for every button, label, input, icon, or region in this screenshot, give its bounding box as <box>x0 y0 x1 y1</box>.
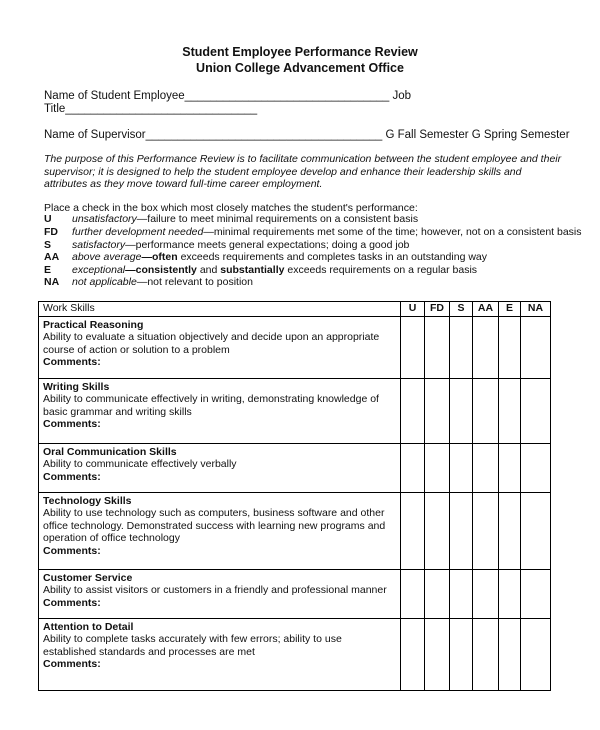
rating-checkbox-cell[interactable] <box>473 493 499 570</box>
rating-emphasis: substantially <box>220 264 285 276</box>
skill-cell <box>39 444 401 493</box>
form-subtitle: Union College Advancement Office <box>196 61 404 75</box>
rating-checkbox-cell[interactable] <box>450 444 473 493</box>
rating-legend-item <box>44 251 487 263</box>
skill-cell <box>39 317 401 379</box>
skill-description: Ability to evaluate a situation objectively and decide upon an appropriate course of action or solution to a problem <box>43 331 380 356</box>
rating-checkbox-cell[interactable] <box>450 317 473 379</box>
comments-label[interactable]: Comments: <box>43 470 101 483</box>
work-skills-header: Work Skills <box>39 302 401 317</box>
rating-emphasis: —consistently <box>125 264 197 276</box>
rating-code: E <box>44 264 52 276</box>
rating-column-header: E <box>499 302 521 317</box>
comments-label[interactable]: Comments: <box>43 418 101 431</box>
rating-checkbox-cell[interactable] <box>450 379 473 444</box>
rating-code: AA <box>44 251 60 263</box>
rating-checkbox-cell[interactable] <box>473 444 499 493</box>
student-name-field[interactable]: Name of Student Employee________________________________ Job <box>44 90 412 102</box>
rating-checkbox-cell[interactable] <box>401 570 425 619</box>
skill-name: Practical Reasoning <box>43 319 144 331</box>
rating-checkbox-cell[interactable] <box>499 619 521 691</box>
rating-checkbox-cell[interactable] <box>473 619 499 691</box>
rating-name: above average <box>72 251 142 263</box>
skill-cell <box>39 493 401 570</box>
rating-checkbox-cell[interactable] <box>401 317 425 379</box>
rating-checkbox-cell[interactable] <box>521 317 551 379</box>
rating-checkbox-cell[interactable] <box>425 379 450 444</box>
skill-cell <box>39 570 401 619</box>
work-skills-table <box>38 301 551 691</box>
comments-label[interactable]: Comments: <box>43 356 101 369</box>
rating-code: S <box>44 239 52 251</box>
supervisor-field[interactable]: Name of Supervisor_____________________________________ G Fall Semester G Spring Semester <box>44 129 570 141</box>
rating-description: —minimal requirements met some of the time; however, not on a consistent basis <box>203 226 582 238</box>
rating-checkbox-cell[interactable] <box>473 317 499 379</box>
table-row <box>39 493 551 570</box>
skill-cell <box>39 379 401 444</box>
rating-checkbox-cell[interactable] <box>473 379 499 444</box>
rating-checkbox-cell[interactable] <box>401 619 425 691</box>
skill-name: Customer Service <box>43 572 133 584</box>
rating-checkbox-cell[interactable] <box>499 570 521 619</box>
skill-name: Writing Skills <box>43 381 110 393</box>
table-row <box>39 444 551 493</box>
job-title-field[interactable]: Title______________________________ <box>44 103 258 115</box>
purpose-text: The purpose of this Performance Review is to facilitate communication between the student employee and their supervisor; it is designed to help the student employee develop and enhance their leadership skills and attributes as they move toward full-time career employment. <box>44 153 562 191</box>
rating-checkbox-cell[interactable] <box>521 619 551 691</box>
rating-checkbox-cell[interactable] <box>425 317 450 379</box>
rating-checkbox-cell[interactable] <box>521 379 551 444</box>
rating-name: further development needed <box>72 226 204 238</box>
rating-name: satisfactory <box>72 239 126 251</box>
rating-legend-item <box>44 264 477 276</box>
skill-name: Technology Skills <box>43 495 132 507</box>
table-header-row <box>39 302 551 317</box>
rating-checkbox-cell[interactable] <box>521 493 551 570</box>
skill-description: Ability to assist visitors or customers in a friendly and professional manner <box>43 584 387 597</box>
rating-checkbox-cell[interactable] <box>425 444 450 493</box>
table-row <box>39 379 551 444</box>
form-title: Student Employee Performance Review <box>182 45 418 59</box>
table-row <box>39 619 551 691</box>
comments-label[interactable]: Comments: <box>43 544 101 557</box>
rating-checkbox-cell[interactable] <box>425 570 450 619</box>
rating-description: —failure to meet minimal requirements on a consistent basis <box>136 213 419 225</box>
skill-description: Ability to communicate effectively verbally <box>43 458 237 471</box>
table-row <box>39 317 551 379</box>
rating-column-header: FD <box>425 302 450 317</box>
table-row <box>39 570 551 619</box>
skill-name: Oral Communication Skills <box>43 446 177 458</box>
rating-legend-item <box>44 239 409 251</box>
rating-description: —not relevant to position <box>136 276 253 288</box>
rating-emphasis: —often <box>141 251 178 263</box>
rating-checkbox-cell[interactable] <box>425 619 450 691</box>
rating-name: exceptional <box>72 264 126 276</box>
comments-label[interactable]: Comments: <box>43 596 101 609</box>
rating-text: and <box>196 264 221 276</box>
rating-checkbox-cell[interactable] <box>401 379 425 444</box>
skill-description: Ability to communicate effectively in writing, demonstrating knowledge of basic grammar and writing skills <box>43 393 379 418</box>
rating-description: exceeds requirements on a regular basis <box>284 264 478 276</box>
comments-label[interactable]: Comments: <box>43 658 101 671</box>
skill-description: Ability to use technology such as computers, business software and other office technology. Demonstrated success with learning new programs and operation of office technology <box>43 507 386 545</box>
instructions-text: Place a check in the box which most closely matches the student's performance: <box>44 202 418 214</box>
rating-column-header: U <box>401 302 425 317</box>
rating-checkbox-cell[interactable] <box>473 570 499 619</box>
rating-checkbox-cell[interactable] <box>499 444 521 493</box>
rating-checkbox-cell[interactable] <box>499 317 521 379</box>
rating-description: —performance meets general expectations; doing a good job <box>125 239 410 251</box>
skill-name: Attention to Detail <box>43 621 134 633</box>
rating-code: NA <box>44 276 60 288</box>
rating-name: unsatisfactory <box>72 213 137 225</box>
rating-checkbox-cell[interactable] <box>450 619 473 691</box>
rating-checkbox-cell[interactable] <box>499 493 521 570</box>
rating-description: exceeds requirements and completes tasks in an outstanding way <box>177 251 487 263</box>
rating-checkbox-cell[interactable] <box>521 444 551 493</box>
rating-checkbox-cell[interactable] <box>450 570 473 619</box>
rating-checkbox-cell[interactable] <box>401 444 425 493</box>
rating-checkbox-cell[interactable] <box>521 570 551 619</box>
rating-checkbox-cell[interactable] <box>499 379 521 444</box>
rating-checkbox-cell[interactable] <box>450 493 473 570</box>
rating-checkbox-cell[interactable] <box>401 493 425 570</box>
rating-checkbox-cell[interactable] <box>425 493 450 570</box>
rating-legend-item <box>44 213 418 225</box>
skill-cell <box>39 619 401 691</box>
rating-legend-item <box>44 226 582 238</box>
rating-code: U <box>44 213 52 225</box>
rating-name: not applicable <box>72 276 137 288</box>
rating-column-header: S <box>450 302 473 317</box>
rating-code: FD <box>44 226 58 238</box>
rating-legend-item <box>44 276 253 288</box>
rating-column-header: AA <box>473 302 499 317</box>
rating-column-header: NA <box>521 302 551 317</box>
skill-description: Ability to complete tasks accurately with few errors; ability to use established standards and processes are met <box>43 633 342 658</box>
